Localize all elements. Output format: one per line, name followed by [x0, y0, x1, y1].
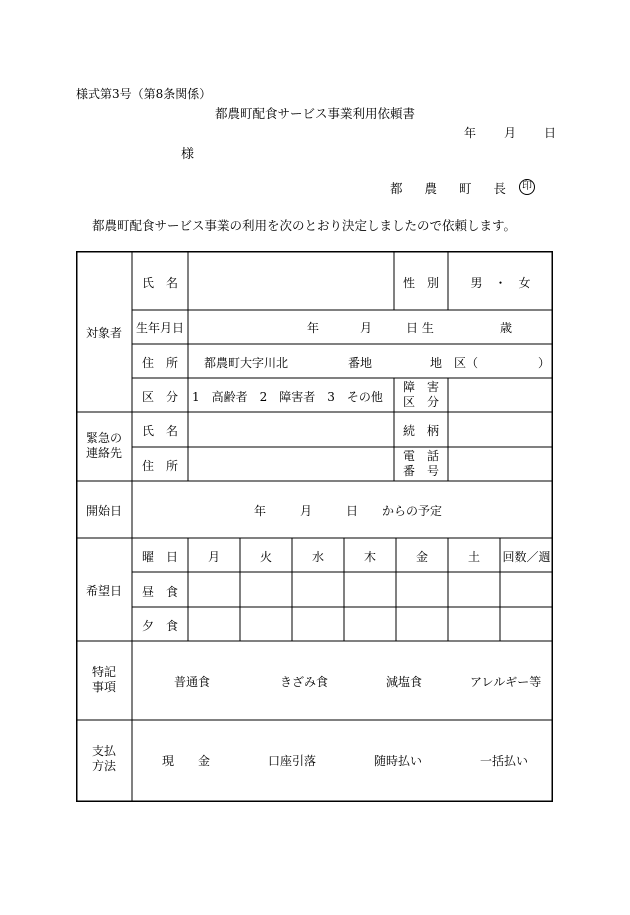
- age-suffix: 歳: [500, 321, 513, 335]
- start-date-section-label: 開始日: [85, 504, 122, 518]
- day-header-wed: 水: [311, 550, 324, 564]
- start-day-label: 日: [346, 504, 359, 518]
- seal-mark: 印: [519, 179, 535, 195]
- disability-category-label: 障 害 区 分: [402, 380, 439, 409]
- birth-month-label: 月: [360, 321, 373, 335]
- address-district-label: 地 区（ ）: [430, 356, 551, 370]
- birthdate-label: 生年月日: [135, 321, 184, 335]
- note-option-low-salt[interactable]: 減塩食: [386, 675, 423, 689]
- day-header-mon: 月: [207, 550, 220, 564]
- start-month-label: 月: [300, 504, 313, 518]
- payment-option-pay-as-you-go[interactable]: 随時払い: [374, 754, 423, 768]
- payment-option-cash[interactable]: 現 金: [162, 754, 211, 768]
- category-options[interactable]: 1 高齢者 2 障害者 3 その他: [192, 390, 383, 404]
- day-header-thu: 木: [363, 550, 376, 564]
- start-year-label: 年: [254, 504, 267, 518]
- day-header-sat: 土: [467, 550, 480, 564]
- subject-name-label: 氏 名: [141, 276, 178, 290]
- phone-number-label: 電 話 番 号: [402, 449, 439, 478]
- gender-options[interactable]: 男 ・ 女: [470, 276, 531, 290]
- birth-day-label: 日 生: [406, 321, 434, 335]
- dinner-row-label: 夕 食: [141, 619, 178, 633]
- note-option-minced[interactable]: きざみ食: [280, 675, 329, 689]
- addressee-suffix: 様: [181, 147, 195, 162]
- gender-label: 性 別: [402, 276, 439, 290]
- emergency-name-label: 氏 名: [141, 424, 178, 438]
- payment-option-lump-sum[interactable]: 一括払い: [480, 754, 529, 768]
- day-header-tue: 火: [259, 550, 272, 564]
- payment-option-bank-transfer[interactable]: 口座引落: [268, 754, 317, 768]
- subject-name-field[interactable]: [188, 274, 394, 290]
- date-year-label: 年: [463, 126, 476, 140]
- mayor-title: 都 農 町 長: [390, 181, 515, 196]
- birth-year-label: 年: [307, 321, 320, 335]
- request-statement: 都農町配食サービス事業の利用を次のとおり決定しましたので依頼します。: [92, 218, 517, 233]
- address-lot-label: 番地: [348, 356, 373, 370]
- start-suffix: からの予定: [382, 504, 443, 518]
- notes-section-label: 特記 事項: [91, 665, 116, 694]
- per-week-header: 回数／週: [502, 550, 551, 564]
- emergency-section-label: 緊急の 連絡先: [85, 431, 122, 460]
- subject-address-label: 住 所: [141, 356, 178, 370]
- form-number: 様式第3号（第8条関係）: [76, 87, 212, 101]
- day-header-fri: 金: [415, 550, 428, 564]
- date-day-label: 日: [543, 126, 556, 140]
- payment-section-label: 支払 方法: [91, 744, 116, 773]
- request-form-table: [76, 251, 553, 802]
- issue-date: [464, 124, 556, 141]
- document-title: 都農町配食サービス事業利用依頼書: [214, 106, 415, 121]
- note-option-allergy[interactable]: アレルギー等: [470, 675, 542, 689]
- lunch-row-label: 昼 食: [141, 585, 178, 599]
- emergency-address-label: 住 所: [141, 459, 178, 473]
- category-label: 区 分: [141, 390, 178, 404]
- weekday-label: 曜 日: [141, 550, 178, 564]
- relation-label: 続 柄: [402, 424, 439, 438]
- note-option-regular[interactable]: 普通食: [174, 675, 211, 689]
- address-town: 都農町大字川北: [204, 356, 289, 370]
- subject-section-label: 対象者: [85, 326, 122, 340]
- date-month-label: 月: [503, 126, 516, 140]
- schedule-section-label: 希望日: [85, 584, 122, 598]
